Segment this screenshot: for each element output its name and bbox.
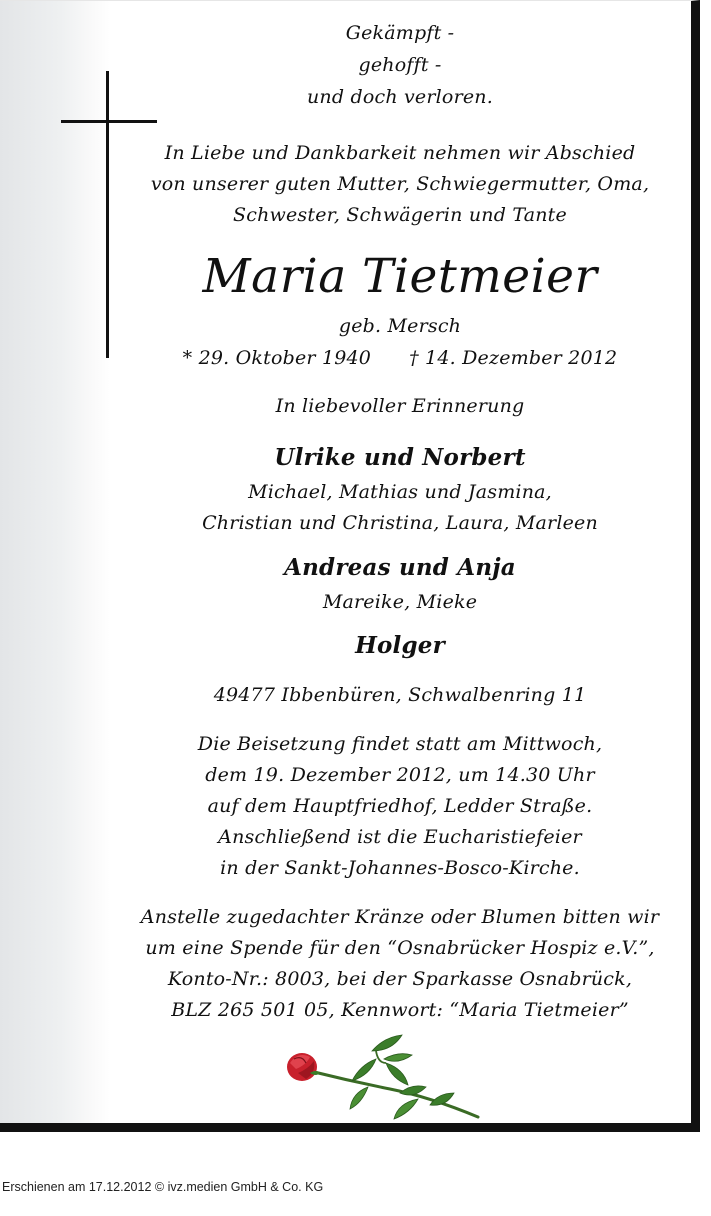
funeral-line-2: dem 19. Dezember 2012, um 14.30 Uhr [205, 764, 595, 786]
donation-line-3: Konto-Nr.: 8003, bei der Sparkasse Osnabrück, [167, 968, 633, 990]
motto-line-1: Gekämpft - [345, 22, 455, 44]
date-died: † 14. Dezember 2012 [409, 347, 618, 369]
motto-line-2: gehofft - [358, 54, 442, 76]
motto-line-3: und doch verloren. [307, 86, 493, 108]
donation-line-2: um eine Spende für den “Osnabrücker Hospiz e.V.”, [145, 937, 655, 959]
publication-footer: Erschienen am 17.12.2012 © ivz.medien GmbH & Co. KG [2, 1180, 324, 1194]
family-1-line-2: Christian und Christina, Laura, Marleen [202, 512, 598, 534]
family-heading-1: Ulrike und Norbert [274, 444, 526, 471]
date-born: * 29. Oktober 1940 [182, 347, 372, 369]
address: 49477 Ibbenbüren, Schwalbenring 11 [213, 684, 587, 706]
cross-horizontal-bar [61, 120, 157, 123]
family-2-line-1: Mareike, Mieke [322, 591, 478, 613]
life-dates [100, 346, 700, 370]
birth-name: geb. Mersch [338, 315, 462, 337]
family-heading-3: Holger [355, 632, 445, 659]
funeral-line-3: auf dem Hauptfriedhof, Ledder Straße. [207, 795, 593, 817]
donation-line-4: BLZ 265 501 05, Kennwort: “Maria Tietmeier” [171, 999, 629, 1021]
funeral-line-5: in der Sankt-Johannes-Bosco-Kirche. [220, 857, 580, 879]
funeral-line-4: Anschließend ist die Eucharistiefeier [218, 826, 582, 848]
family-heading-2: Andreas und Anja [284, 554, 516, 581]
rose-icon [280, 1029, 485, 1124]
intro-line-2: von unserer guten Mutter, Schwiegermutter, Oma, [150, 173, 650, 195]
intro-line-1: In Liebe und Dankbarkeit nehmen wir Abschied [164, 142, 636, 164]
deceased-name: Maria Tietmeier [202, 249, 598, 304]
intro-line-3: Schwester, Schwägerin und Tante [233, 204, 567, 226]
donation-line-1: Anstelle zugedachter Kränze oder Blumen bitten wir [140, 906, 660, 928]
remembrance-line: In liebevoller Erinnerung [275, 395, 525, 417]
family-1-line-1: Michael, Mathias und Jasmina, [248, 481, 552, 503]
funeral-line-1: Die Beisetzung findet statt am Mittwoch, [197, 733, 603, 755]
